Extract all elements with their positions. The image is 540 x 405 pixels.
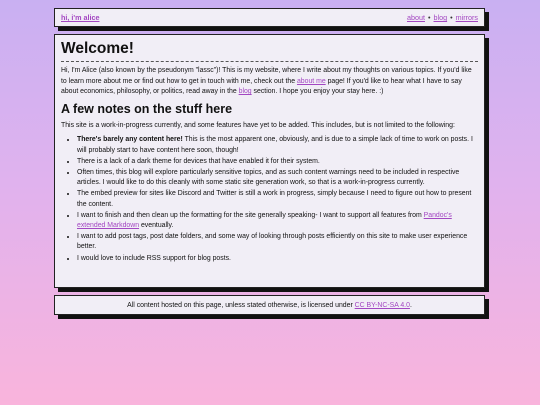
list-item: • I want to add post tags, post date folders, and some way of looking through posts efficiently on this site to make user experience better. xyxy=(77,232,478,252)
site-header xyxy=(54,8,485,27)
intro-text: Hi, I'm Alice (also known by the pseudonym "lassc")! This is my website, where I write about my thoughts on various topics. If you'd like to learn more about me or find out how to get in touch with me, check out the xyxy=(61,67,472,85)
license-link[interactable]: CC BY-NC-SA 4.0 xyxy=(354,301,410,309)
list-item: • I would love to include RSS support for blog posts. xyxy=(77,254,478,264)
list-item xyxy=(77,211,478,231)
intro-paragraph xyxy=(61,66,478,98)
nav-mirrors-link[interactable]: mirrors xyxy=(455,13,478,22)
nav-about-link[interactable]: about xyxy=(406,13,425,22)
notes-intro: This site is a work-in-progress currently, and some features have yet to be added. This includes, but is not limited to the following: xyxy=(61,121,455,129)
list-item: • There is a lack of a dark theme for devices that have enabled it for their system. xyxy=(77,157,478,167)
page-title: Welcome! xyxy=(61,39,478,62)
notes-heading: A few notes on the stuff here xyxy=(61,101,233,116)
list-item-text: eventually. xyxy=(139,222,174,229)
home-link[interactable]: hi, i'm alice xyxy=(61,13,100,22)
list-item: • The embed preview for sites like Discord and Twitter is still a work in progress, simply because I need to figure out how to present the content. xyxy=(77,189,478,209)
list-item-text: This is the most apparent one, obviously, and is due to a simple lack of time to work on posts. I will probably start to have content here soon, though! xyxy=(77,136,473,154)
pandoc-markdown-link[interactable]: Pandoc's extended Markdown xyxy=(77,211,452,229)
notes-list xyxy=(61,135,478,263)
list-item-text: I want to finish and then clean up the formatting for the site generally speaking- I want to support all features from xyxy=(77,211,424,219)
intro-text: section. I hope you enjoy your stay here. :) xyxy=(251,88,384,96)
footer-text xyxy=(127,302,412,309)
license-text: All content hosted on this page, unless stated otherwise, is licensed under xyxy=(127,301,355,309)
blog-link[interactable]: blog xyxy=(238,88,252,96)
about-me-link[interactable]: about me xyxy=(296,77,326,85)
list-item-bold: There's barely any content here! xyxy=(77,136,183,144)
nav-separator: • xyxy=(450,13,453,22)
license-end: . xyxy=(409,301,412,309)
nav-links xyxy=(407,13,478,22)
nav-blog-link[interactable]: blog xyxy=(433,13,448,22)
intro-text: page! If you'd like to hear what I have to say about economics, philosophy, or politics, read away in the xyxy=(61,77,462,96)
main-content xyxy=(54,34,485,288)
nav-separator: • xyxy=(427,13,431,22)
list-item xyxy=(77,135,478,155)
site-footer xyxy=(54,295,485,315)
list-item: • Often times, this blog will explore particularly sensitive topics, and as such content warnings need to be included in respective articles. I would like to do this cleanly with some static site generation work, so that is a work-in-progress currently. xyxy=(77,168,478,188)
